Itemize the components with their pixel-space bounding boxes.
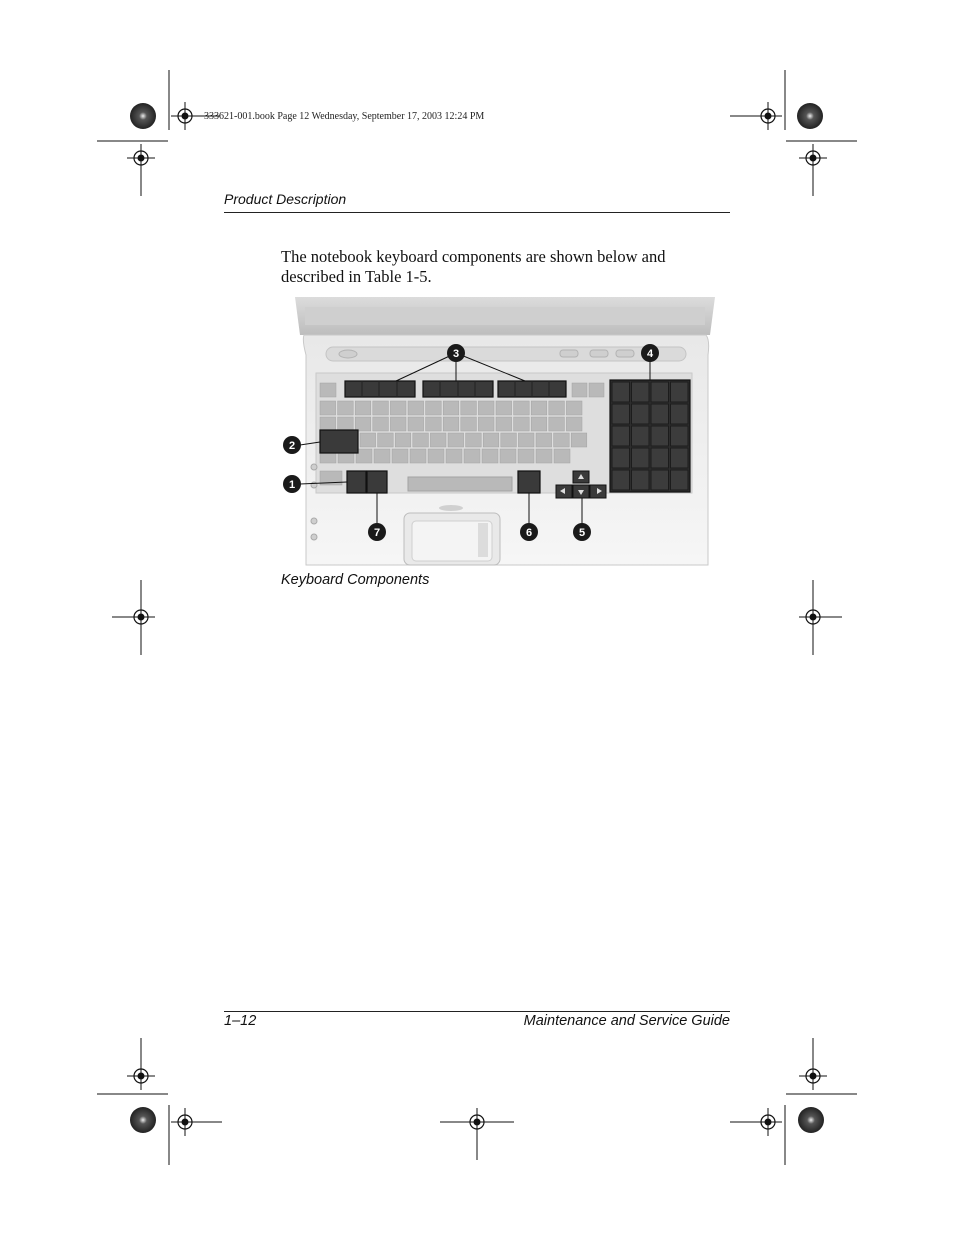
fn-key: [347, 471, 366, 493]
keyboard-key: [566, 417, 582, 431]
keypad-key: [671, 404, 689, 424]
callout-4: [641, 344, 659, 362]
keyboard-key: [514, 417, 530, 431]
keyboard-key: [531, 417, 547, 431]
keyboard-key: [373, 417, 389, 431]
keyboard-key: [571, 433, 587, 447]
keyboard-key: [536, 449, 552, 463]
running-header: Product Description: [224, 191, 347, 207]
keyboard-key: [320, 401, 336, 415]
callout-5: [573, 523, 591, 541]
keyboard-key: [338, 401, 354, 415]
keyboard-key: [483, 433, 499, 447]
keyboard-key: [549, 417, 565, 431]
figure-caption: Keyboard Components: [281, 572, 430, 588]
keyboard-key: [464, 449, 480, 463]
keyboard-key: [410, 449, 426, 463]
intro-paragraph: The notebook keyboard components are shown below and described in Table 1-5.: [281, 247, 666, 286]
color-target: [798, 1107, 824, 1133]
keypad-key: [612, 382, 630, 402]
keypad-key: [632, 382, 650, 402]
keypad-key: [651, 426, 669, 446]
callout-3: [447, 344, 465, 362]
keyboard-key: [518, 449, 534, 463]
keyboard-key: [395, 433, 411, 447]
keyboard-key: [461, 417, 477, 431]
keyboard-key: [518, 433, 534, 447]
callout-7: [368, 523, 386, 541]
keyboard-key: [408, 417, 424, 431]
page-number: 1–12: [224, 1013, 257, 1029]
keyboard-key: [531, 401, 547, 415]
keypad-key: [632, 470, 650, 490]
callout-6: [520, 523, 538, 541]
keyboard-key: [360, 433, 376, 447]
keyboard-key: [536, 433, 552, 447]
print-slug: 333621-001.book Page 12 Wednesday, September 17, 2003 12:24 PM: [204, 111, 485, 122]
keypad-key: [671, 470, 689, 490]
keyboard-key: [355, 401, 371, 415]
keyboard-key: [373, 401, 389, 415]
svg-text:7: 7: [373, 527, 381, 539]
keyboard-key: [572, 383, 587, 397]
keyboard-key: [338, 417, 354, 431]
keyboard-key: [413, 433, 429, 447]
fn-group-1: [345, 381, 415, 397]
keyboard-key: [426, 401, 442, 415]
footer-rule: [224, 1011, 730, 1012]
spacebar: [408, 477, 512, 491]
keyboard-key: [482, 449, 498, 463]
svg-text:1: 1: [288, 479, 296, 491]
keyboard-key: [390, 417, 406, 431]
keyboard-key: [355, 417, 371, 431]
caps-lock-key: [320, 430, 358, 453]
keypad-key: [651, 470, 669, 490]
keyboard-key: [496, 417, 512, 431]
keyboard-key: [448, 433, 464, 447]
keypad-key: [632, 448, 650, 468]
keypad-key: [651, 382, 669, 402]
keypad-key: [671, 426, 689, 446]
keyboard-key: [566, 401, 582, 415]
keypad-key: [671, 382, 689, 402]
keyboard-key: [408, 401, 424, 415]
keyboard-key: [589, 383, 604, 397]
keypad-key: [612, 448, 630, 468]
svg-text:5: 5: [578, 527, 586, 539]
keypad-key: [612, 426, 630, 446]
keyboard-figure: [290, 295, 720, 570]
keyboard-key: [390, 401, 406, 415]
keyboard-key: [443, 401, 459, 415]
callout-2: [283, 436, 301, 454]
color-target: [130, 1107, 156, 1133]
keyboard-key: [496, 401, 512, 415]
keyboard-key: [478, 401, 494, 415]
keypad-key: [671, 448, 689, 468]
keypad-key: [612, 404, 630, 424]
callout-1: [283, 475, 301, 493]
svg-text:3: 3: [452, 348, 460, 360]
keyboard-key: [378, 433, 394, 447]
keyboard-key: [514, 401, 530, 415]
keyboard-key: [428, 449, 444, 463]
keyboard-key: [430, 433, 446, 447]
header-rule: [224, 212, 730, 213]
svg-text:6: 6: [525, 527, 533, 539]
keypad-key: [651, 448, 669, 468]
keyboard-key: [446, 449, 462, 463]
guide-title: Maintenance and Service Guide: [523, 1013, 730, 1029]
keyboard-key: [466, 433, 482, 447]
keypad-key: [651, 404, 669, 424]
keyboard-key: [461, 401, 477, 415]
keyboard-key: [554, 433, 570, 447]
keyboard-key: [500, 449, 516, 463]
keypad-key: [632, 426, 650, 446]
keypad-key: [632, 404, 650, 424]
color-target: [797, 103, 823, 129]
keyboard-key: [443, 417, 459, 431]
keyboard-key: [501, 433, 517, 447]
keyboard-key: [554, 449, 570, 463]
keyboard-key: [426, 417, 442, 431]
keyboard-key: [392, 449, 408, 463]
keyboard-key: [374, 449, 390, 463]
keyboard-key: [320, 417, 336, 431]
windows-logo-key: [367, 471, 387, 493]
svg-text:2: 2: [288, 440, 296, 452]
keyboard-key: [320, 383, 336, 397]
keyboard-key: [549, 401, 565, 415]
color-target: [130, 103, 156, 129]
svg-text:4: 4: [646, 348, 654, 360]
keyboard-key: [478, 417, 494, 431]
keypad-key: [612, 470, 630, 490]
application-key: [518, 471, 540, 493]
